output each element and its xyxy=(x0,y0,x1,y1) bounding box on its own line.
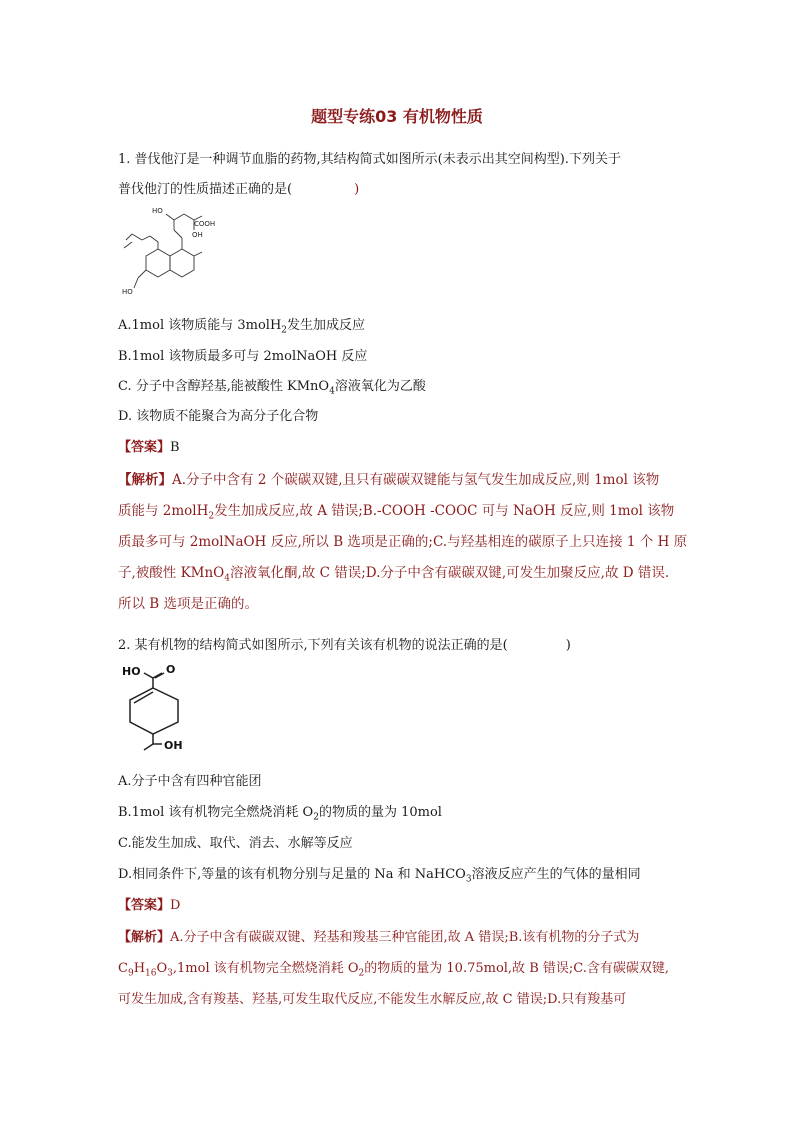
q1-option-b: B.1mol 该物质最多可与 2molNaOH 反应 xyxy=(118,349,368,364)
q2-stem-close: ) xyxy=(565,638,571,653)
q2-option-c: C.能发生加成、取代、消去、水解等反应 xyxy=(118,836,353,851)
q1-option-a: A.1mol 该物质能与 3molH$_2$发生加成反应 xyxy=(118,318,366,336)
q1-analysis-line5: 所以 B 选项是正确的。 xyxy=(118,596,259,612)
q1-analysis-line3: 质最多可与 2molNaOH 反应,所以 B 选项是正确的;C.与羟基相连的碳原子上只连接 1 个 H 原 xyxy=(118,534,688,550)
q1-analysis-label: 【解析】 xyxy=(118,472,172,488)
q1-stem-close: ) xyxy=(354,182,360,197)
q1-label-oh: OH xyxy=(192,231,203,239)
q1-answer-label: 【答案】 xyxy=(118,440,171,455)
page-title: 题型专练03 有机物性质 xyxy=(311,107,483,126)
q2-analysis-line2: $C_9H_{16}O_3,1mol$ 该有机物完全燃烧消耗 $O_2$的物质的量为 10.75mol,故 B 错误;C.含有碳碳双键, xyxy=(118,961,670,979)
q1-analysis-line1: 【解析】A.分子中含有 2 个碳碳双键,且只有碳碳双键能与氢气发生加成反应,则 1mol 该物 xyxy=(118,472,660,488)
q2-option-d: D.相同条件下,等量的该有机物分别与足量的 Na 和 NaHCO$_3$溶液反应产生的气体的量相同 xyxy=(118,867,641,885)
q2-label-o: O xyxy=(166,663,176,676)
q2-analysis-line1: 【解析】A.分子中含有碳碳双键、羟基和羧基三种官能团,故 A 错误;B.该有机物的分子式为 xyxy=(118,930,640,945)
q1-label-ho-top: HO xyxy=(152,207,163,215)
q1-stem-line2 xyxy=(118,178,359,197)
q2-stem xyxy=(118,634,571,653)
q1-stem-text: 普伐他汀的性质描述正确的是( xyxy=(118,182,293,197)
q1-analysis-line4: 子,被酸性 KMnO$_4$溶液氧化酮,故 C 错误;D.分子中含有碳碳双键,可发生加聚反应,故 D 错误. xyxy=(118,565,670,584)
q2-answer-label: 【答案】 xyxy=(118,898,171,913)
q1-answer-value: B xyxy=(170,440,180,455)
q2-answer xyxy=(118,894,180,913)
q1-label-cooh: COOH xyxy=(194,220,216,228)
q2-stem-text: 2. 某有机物的结构简式如图所示,下列有关该有机物的说法正确的是( xyxy=(118,638,508,653)
q1-option-c: C. 分子中含醇羟基,能被酸性 KMnO$_4$溶液氧化为乙酸 xyxy=(118,379,426,397)
q2-analysis-line3: 可发生加成,含有羧基、羟基,可发生取代反应,不能发生水解反应,故 C 错误;D.只有羧基可 xyxy=(118,992,627,1007)
q1-analysis-line2: 质能与 2molH$_2$发生加成反应,故 A 错误;B.-COOH -COOC 可与 NaOH 反应,则 1mol 该物 xyxy=(118,503,675,522)
q1-answer xyxy=(118,436,180,455)
q2-analysis-label: 【解析】 xyxy=(118,930,171,945)
q2-option-b: B.1mol 该有机物完全燃烧消耗 $O_2$的物质的量为 10mol xyxy=(118,805,442,823)
q1-label-ho-bottom: HO xyxy=(122,288,133,296)
q2-label-ho: HO xyxy=(122,665,141,678)
q1-stem-line1: 1. 普伐他汀是一种调节血脂的药物,其结构简式如图所示(未表示出其空间构型).下列关于 xyxy=(118,152,621,167)
q2-structure-diagram xyxy=(118,660,198,756)
q2-label-oh: OH xyxy=(164,739,183,752)
q1-option-d: D. 该物质不能聚合为高分子化合物 xyxy=(118,409,319,424)
q2-answer-value: D xyxy=(170,898,181,913)
q2-option-a: A.分子中含有四种官能团 xyxy=(118,774,262,789)
q1-structure-diagram xyxy=(118,202,230,300)
